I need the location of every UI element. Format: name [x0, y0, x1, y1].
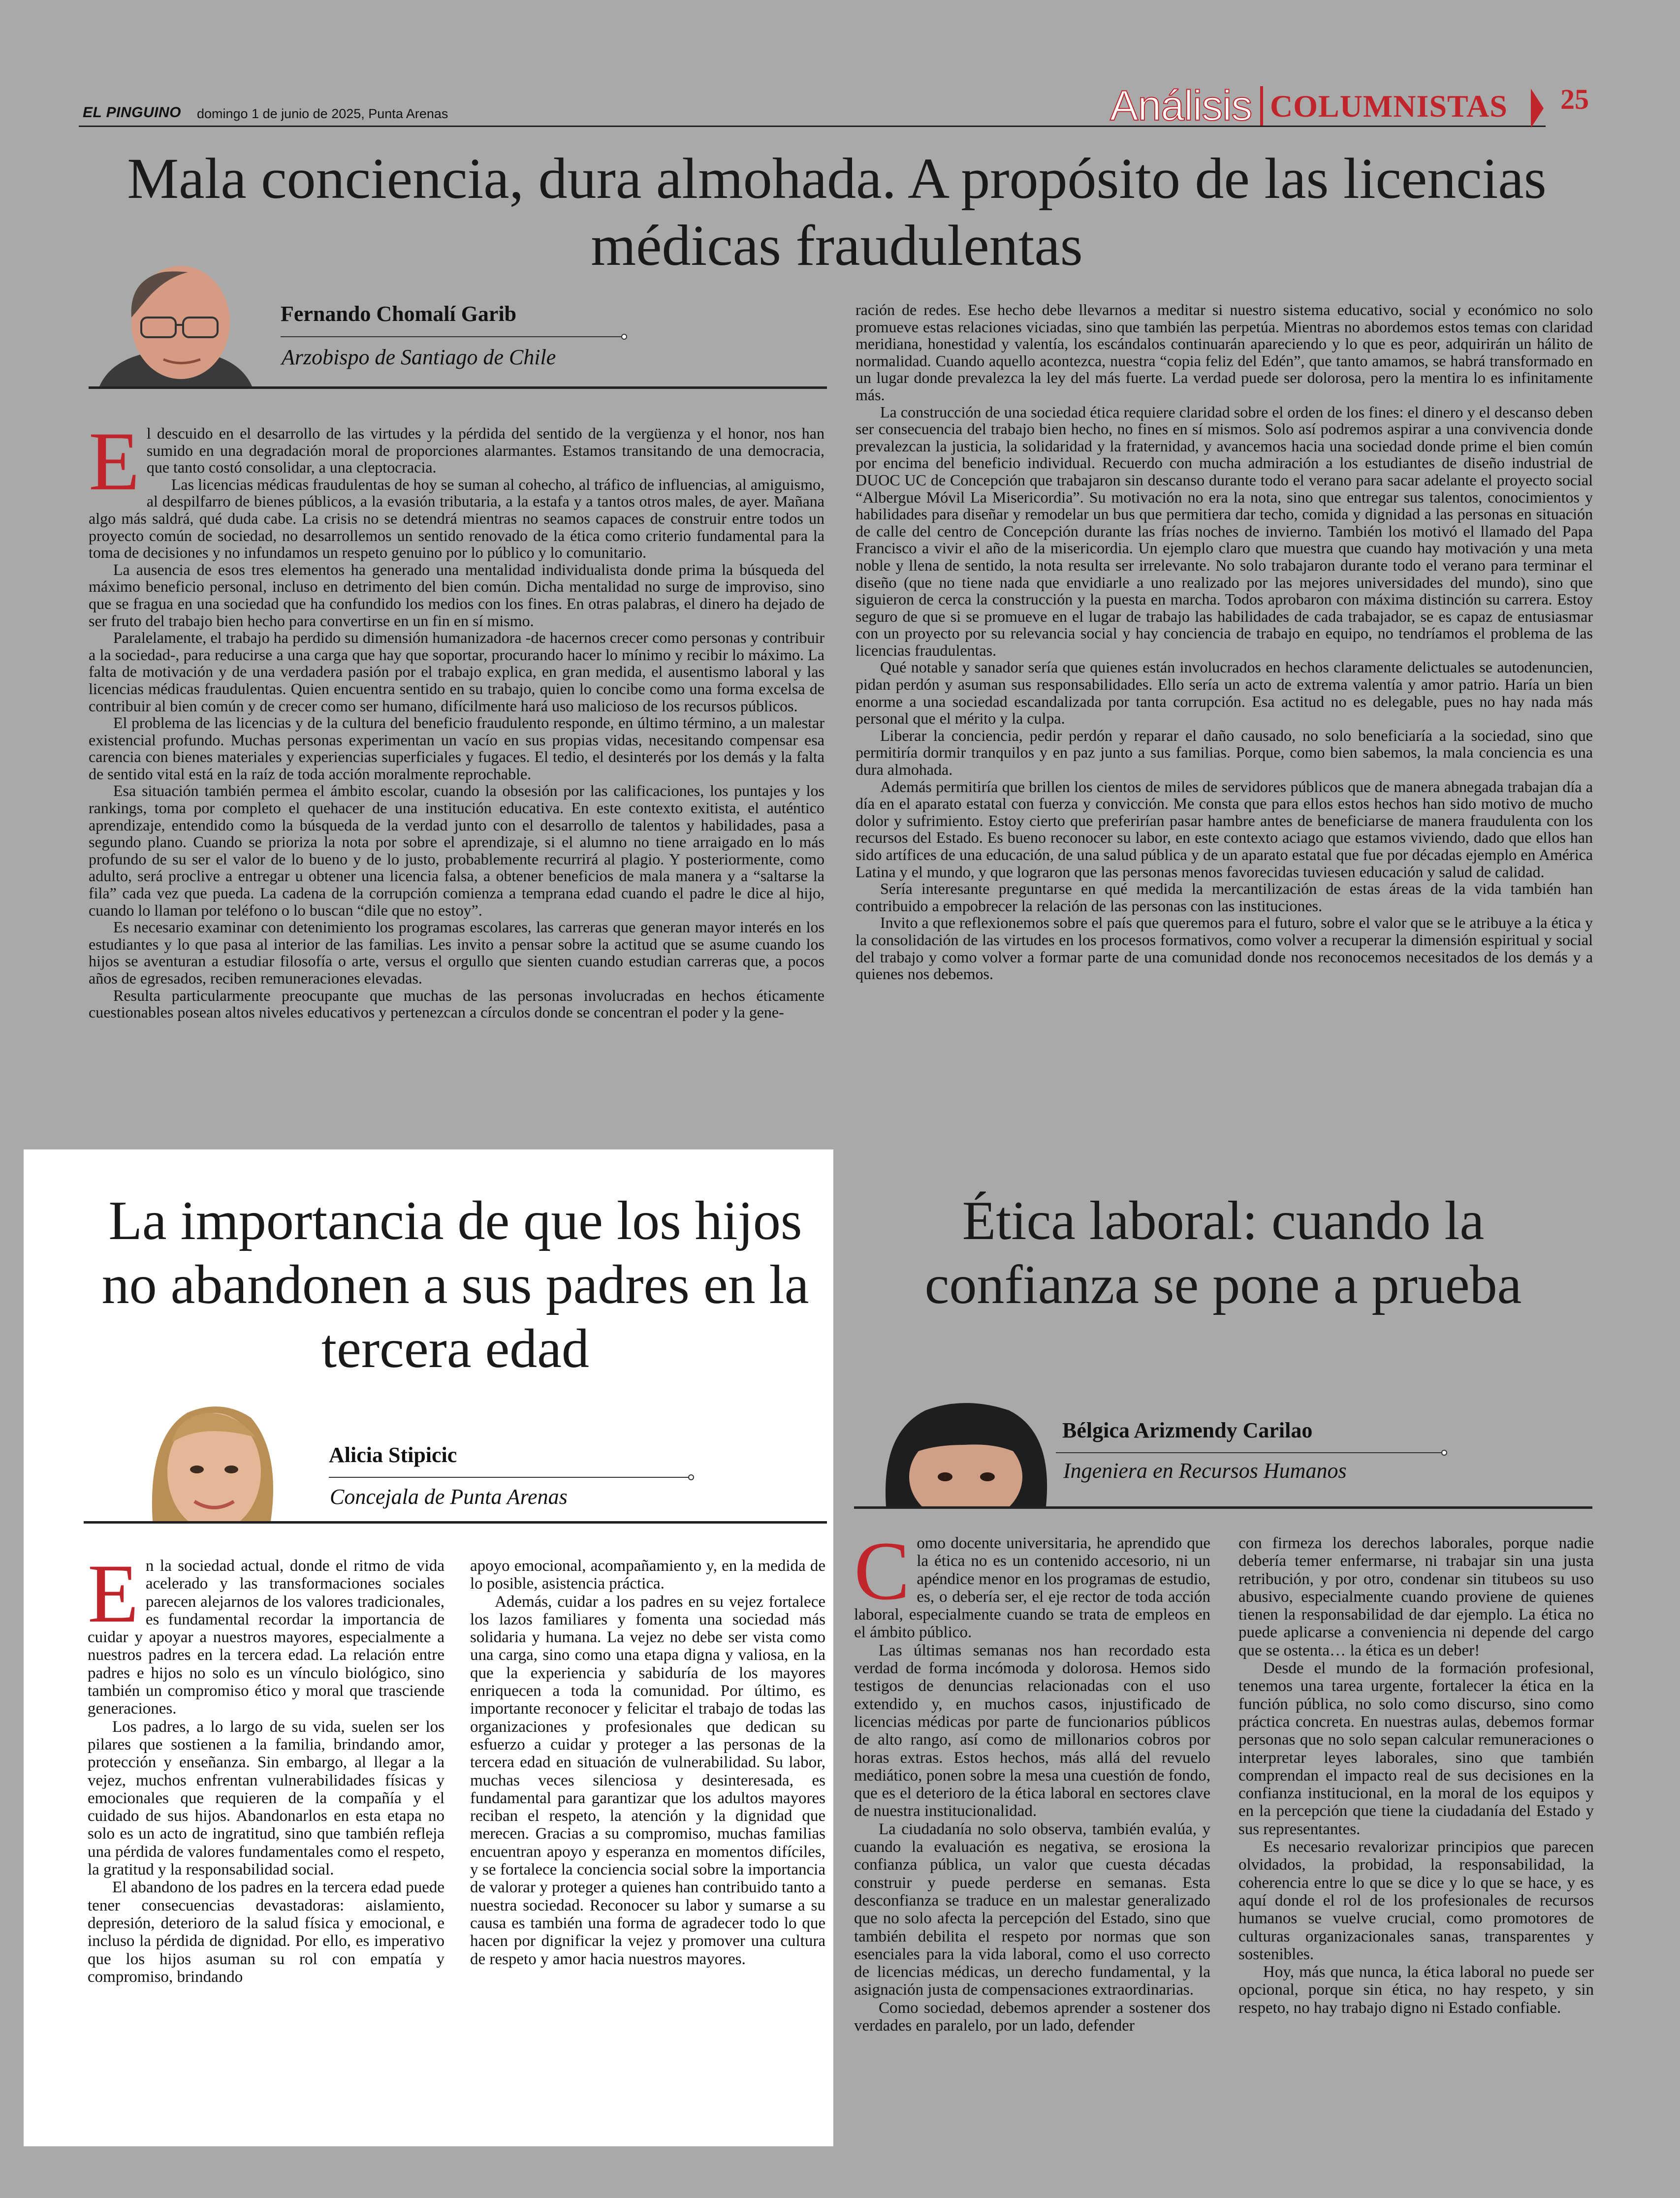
paragraph: ración de redes. Ese hecho debe llevarnos a meditar si nuestro sistema educativo, social y económico no solo promueve estas relaciones viciadas, sino que también las perpetúa. Mientras no abordemos estos temas con claridad meridiana, honestidad y valentía, los escándalos continuarán apareciendo y lo que es peor, adquirirán un hálito de normalidad. Cuando aquello acontezca, nuestra “copia feliz del Edén”, que tanto amamos, se habrá transformado en un lugar donde prevalezca la ley del más fuerte. La verdad puede ser dolorosa, pero la mentira lo es infinitamente más.: [856, 301, 1593, 404]
portrait-woman-icon: [123, 1398, 295, 1521]
paragraph: La ciudadanía no solo observa, también evalúa, y cuando la evaluación es negativa, se erosiona la confianza pública, un valor que cuesta décadas construir y puede perderse en semanas. Esta desconfianza se traduce en un malestar generalizado que no solo afecta la percepción del Estado, sino que también debilita el respeto por normas que son esenciales para la vida laboral, como el uso correcto de licencias médicas, un derecho fundamental, y la asignación justa de compensaciones extraordinarias.: [854, 1820, 1210, 1999]
article3-author-rule: [1056, 1452, 1445, 1453]
section-divider: [1260, 86, 1263, 126]
portrait-woman-dark-hair-icon: [871, 1398, 1061, 1506]
paragraph: En la sociedad actual, donde el ritmo de vida acelerado y las transformaciones sociales parecen alejarnos de los valores tradicionales, es fundamental recordar la importancia de cuidar y apoyar a nuestros mayores, especialmente a nuestros padres en la tercera edad. La relación entre padres e hijos no solo es un vínculo biológico, sino también un compromiso ético y moral que trasciende generaciones.: [88, 1547, 444, 1718]
article1-author-name: Fernando Chomalí Garib: [281, 302, 517, 326]
article2-author-rule: [329, 1477, 692, 1478]
article2-column-rule: [84, 1521, 827, 1524]
paragraph: con firmeza los derechos laborales, porque nadie debería temer enfermarse, ni trabajar sin una justa retribución, y por otro, condenar sin titubeos su uso abusivo, especialmente cuando proviene de quienes tienen la responsabilidad de dar ejemplo. La ética no puede aplicarse a conveniencia ni depende del cargo que se ostenta… la ética es un deber!: [1238, 1534, 1594, 1659]
article1-author-photo: [95, 263, 257, 386]
article3-author-photo: [871, 1398, 1061, 1506]
paragraph: El abandono de los padres en la tercera edad puede tener consecuencias devastadoras: aislamiento, depresión, deterioro de la salud física y emocional, e incluso la pérdida de dignidad. Por ello, es imperativo que los hijos asuman su rol con empatía y compromiso, brindando: [88, 1879, 444, 1986]
paragraph: La ausencia de esos tres elementos ha generado una mentalidad individualista donde prima la búsqueda del máximo beneficio personal, incluso en detrimento del bien común. Dicha mentalidad no surge de improviso, sino que se fragua en una sociedad que ha confundido los medios con los fines. En otras palabras, el dinero ha dejado de ser fruto del trabajo bien hecho para convertirse en un fin en sí mismo.: [89, 560, 824, 630]
rule-end-icon: [621, 334, 627, 340]
paragraph: Sería interesante preguntarse en qué medida la mercantilización de estas áreas de la vida también han contribuido a empobrecer la relación de las personas con las instituciones.: [856, 880, 1593, 915]
paragraph: El descuido en el desarrollo de las virtudes y la pérdida del sentido de la vergüenza y el honor, nos han sumido en una degradación moral de proporciones alarmantes. Estamos transitando de una democracia, que tanto costó consolidar, a una cleptocracia.: [89, 415, 824, 508]
paragraph: Como sociedad, debemos aprender a sostener dos verdades en paralelo, por un lado, defender: [854, 1999, 1210, 2035]
paragraph: Resulta particularmente preocupante que muchas de las personas involucradas en hechos éticamente cuestionables posean altos niveles educativos y pertenezcan a círculos donde se concentran el poder y la gene-: [89, 986, 824, 1021]
paragraph: La construcción de una sociedad ética requiere claridad sobre el orden de los fines: el dinero y el descanso deben ser consecuencia del trabajo bien hecho, no fines en sí mismos. Solo así podremos aspirar a una convivencia donde prevalezcan la justicia, la solidaridad y la fraternidad, y avancemos hacia una sociedad donde prime el bien común por encima del beneficio individual. Recuerdo con mucha admiración a los estudiantes de diseño industrial de DUOC UC de Concepción que trabajaron sin descanso durante todo el verano para sacar adelante el proyecto social “Albergue Móvil La Misericordia”. Su motivación no era la nota, sino que entregar sus talentos, conocimientos y habilidades para diseñar y remodelar un bus que permitiera dar techo, comida y dignidad a las personas en situación de calle del centro de Concepción durante las frías noches de invierno. También los motivó el llamado del Papa Francisco a vivir el año de la misericordia. Un ejemplo claro que muestra que cuando hay motivación y una meta noble y llena de sentido, la nota resulta ser irrelevante. No solo trabajaron durante todo el verano para terminar el diseño (que no tiene nada que envidiarle a uno realizado por las mejores universidades del mundo), sino que siguieron de cerca la construcción y la puesta en marcha. Todos aprobaron con máxima distinción su carrera. Estoy seguro de que si se promueve en el lugar de trabajo las habilidades de cada trabajador, se es capaz de entusiasmar con un proyecto por su relevancia social y hay conciencia de trabajo en equipo, no tendríamos el problema de las licencias fraudulentas.: [856, 403, 1593, 659]
paragraph: Invito a que reflexionemos sobre el país que queremos para el futuro, sobre el valor que se le atribuye a la ética y la consolidación de las virtudes en los procesos formativos, como volver a recuperar la dimensión espiritual y social del trabajo y como volver a formar parte de una comunidad donde nos reconocemos necesitados de los demás y a quienes nos debemos.: [856, 914, 1593, 983]
article2-column-left: [88, 1547, 444, 1986]
article1-column-rule: [89, 386, 827, 389]
rule-end-icon: [1441, 1450, 1447, 1456]
article3-column-right: [1238, 1534, 1594, 2017]
article3-headline: Ética laboral: cuando la confianza se pone a prueba: [924, 1190, 1522, 1315]
paragraph: El problema de las licencias y de la cultura del beneficio fraudulento responde, en último término, a un malestar existencial profundo. Muchas personas experimentan un vacío en sus propias vidas, necesitando compensar esa carencia con bienes materiales y experiencias superficiales y fugaces. El tedio, el desinterés por los demás y la falta de sentido vital está en la raíz de toda acción moralmente reprochable.: [89, 714, 824, 783]
article2-dropcap: E: [88, 1547, 139, 1640]
article3-dropcap: C: [854, 1525, 910, 1617]
paragraph: Desde el mundo de la formación profesional, tenemos una tarea urgente, fortalecer la ética en la función pública, no solo como discurso, sino como práctica concreta. En nuestras aulas, debemos formar personas que no solo sepan calcular remuneraciones o interpretar leyes laborales, sino que también comprendan el impacto real de sus decisiones en la confianza institucional, en la moral de los equipos y en la percepción que tiene la ciudadanía del Estado y sus representantes.: [1238, 1659, 1594, 1838]
article2-column-right: [470, 1557, 825, 1968]
issue-date: domingo 1 de junio de 2025, Punta Arenas: [197, 106, 448, 121]
newspaper-name: EL PINGUINO: [83, 104, 181, 121]
article1-column-left: [89, 415, 824, 1021]
paragraph: Es necesario examinar con detenimiento los programas escolares, las carreras que generan mayor interés en los estudiantes y lo que pasa al interior de las familias. Les invito a pensar sobre la actitud que se asume cuando los hijos se aventuran a estudiar filosofía o arte, versus el orgullo que sienten cuando estudian carreras que, a pocos años de egresados, reciben remuneraciones elevadas.: [89, 918, 824, 987]
section-arrow-icon: [1531, 89, 1544, 128]
section-columnistas: COLUMNISTAS: [1270, 89, 1508, 124]
rule-end-icon: [688, 1474, 694, 1480]
paragraph: Además, cuidar a los padres en su vejez fortalece los lazos familiares y fomenta una sociedad más solidaria y humana. La vejez no debe ser vista como una carga, sino como una etapa digna y valiosa, en la que la experiencia y sabiduría de los mayores enriquecen a toda la comunidad. Por último, es importante reconocer y felicitar el trabajo de todas las organizaciones y profesionales que dedican su esfuerzo a cuidar y proteger a las personas de la tercera edad en situación de vulnerabilidad. Su labor, muchas veces silenciosa y desinteresada, es fundamental para garantizar que los adultos mayores reciban el respeto, la atención y la dignidad que merecen. Gracias a su compromiso, muchas familias encuentran apoyo y esperanza en momentos difíciles, y se fortalece la conciencia social sobre la importancia de valorar y proteger a quienes han contribuido tanto a nuestra sociedad. Reconocer su labor y sumarse a su causa es también una forma de agradecer todo lo que hacen por dignificar la vejez y promover una cultura de respeto y amor hacia nuestros mayores.: [470, 1593, 825, 1968]
article2-author-photo: [123, 1398, 295, 1521]
article2-author-name: Alicia Stipicic: [329, 1443, 457, 1467]
paragraph: Qué notable y sanador sería que quienes están involucrados en hechos claramente delictuales se autodenuncien, pidan perdón y asuman sus responsabilidades. Ello sería un acto de extrema valentía y amor patrio. Haría un bien enorme a una sociedad escandalizada por tanta corrupción. Esa actitud no es delegable, pues no hay nada más personal que el mérito y la culpa.: [856, 658, 1593, 728]
portrait-man-icon: [95, 263, 257, 386]
paragraph: Es necesario revalorizar principios que parecen olvidados, la probidad, la responsabilidad, la coherencia entre lo que se dice y lo que se hace, y es aquí donde el rol de los profesionales de recursos humanos se vuelve crucial, como promotores de culturas organizacionales sanas, transparentes y sostenibles.: [1238, 1838, 1594, 1963]
paragraph: Las últimas semanas nos han recordado esta verdad de forma incómoda y dolorosa. Hemos sido testigos de denuncias relacionadas con el uso extendido y, en muchos casos, injustificado de licencias médicas por parte de funcionarios públicos de alto rango, así como de millonarios cobros por horas extras. Estos hechos, más allá del revuelo mediático, ponen sobre la mesa una cuestión de fondo, que es el deterioro de la ética laboral en sectores clave de nuestra institucionalidad.: [854, 1641, 1210, 1820]
article1-author-rule: [281, 336, 625, 337]
article3-column-rule: [854, 1506, 1592, 1509]
paragraph: Las licencias médicas fraudulentas de hoy se suman al cohecho, al tráfico de influencias, al amiguismo, al despilfarro de bienes públicos, a la evasión tributaria, a la estafa y a tantos otros males, de ayer. Mañana algo más saldrá, qué duda cabe. La crisis no se detendrá mientras no seamos capaces de construir entre todos un proyecto común de sociedad, no desarrollemos un sentido renovado de la ética como criterio fundamental para la toma de decisiones y no infundamos un respeto genuino por lo público y lo comunitario.: [89, 475, 824, 562]
article2-author-role: Concejala de Punta Arenas: [330, 1485, 568, 1509]
section-analisis: Análisis: [1110, 82, 1252, 129]
paragraph: Los padres, a lo largo de su vida, suelen ser los pilares que sostienen a la familia, brindando amor, protección y enseñanza. Sin embargo, al llegar a la vejez, muchos enfrentan vulnerabilidades físicas y emocionales que requieren de la compañía y el cuidado de sus hijos. Abandonarlos en esta etapa no solo es un acto de ingratitud, sino que también refleja una pérdida de valores fundamentales como el respeto, la gratitud y la responsabilidad social.: [88, 1718, 444, 1879]
paragraph: apoyo emocional, acompañamiento y, en la medida de lo posible, asistencia práctica.: [470, 1557, 825, 1593]
article3-author-role: Ingeniera en Recursos Humanos: [1063, 1459, 1347, 1483]
paragraph: Como docente universitaria, he aprendido que la ética no es un contenido accesorio, ni un apéndice menor en los programas de estudio, es, o debería ser, el eje rector de toda acción laboral, especialmente cuando se trata de empleos en el ámbito público.: [854, 1525, 1210, 1642]
article3-column-left: [854, 1525, 1210, 2035]
article3-author-name: Bélgica Arizmendy Carilao: [1062, 1418, 1313, 1442]
article1-headline: Mala conciencia, dura almohada. A propósito de las licencias médicas fraudulentas: [127, 146, 1547, 278]
page-number: 25: [1560, 83, 1589, 115]
article1-author-role: Arzobispo de Santiago de Chile: [282, 345, 556, 369]
paragraph: Liberar la conciencia, pedir perdón y reparar el daño causado, no solo beneficiaría a la sociedad, sino que permitiría dormir tranquilos y en paz junto a sus familias. Porque, como bien sabemos, la mala conciencia es una dura almohada.: [856, 726, 1593, 779]
article1-column-right: [856, 301, 1593, 983]
article2-headline: La importancia de que los hijos no abandonen a sus padres en la tercera edad: [101, 1190, 809, 1379]
paragraph: Esa situación también permea el ámbito escolar, cuando la obsesión por las calificaciones, los puntajes y los rankings, toma por completo el quehacer de una institución educativa. En este contexto exitista, el auténtico aprendizaje, entendido como la búsqueda de la verdad junto con el desarrollo de talentos y habilidades, pasa a segundo plano. Cuando se prioriza la nota por sobre el aprendizaje, si el alumno no tiene arraigado en lo más profundo de su ser el valor de lo bueno y de lo justo, probablemente recurrirá al plagio. Y posteriormente, como adulto, será proclive a entregar u obtener una licencia falsa, a obtener beneficios de mala manera y a “saltarse la fila” cada vez que pueda. La cadena de la corrupción comienza a temprana edad cuando el padre le dice al hijo, cuando lo llaman por teléfono o lo buscan “dile que no estoy”.: [89, 782, 824, 919]
paragraph: Paralelamente, el trabajo ha perdido su dimensión humanizadora -de hacernos crecer como personas y contribuir a la sociedad-, para reducirse a una carga que hay que soportar, procurando hacer lo mínimo y recibir lo máximo. La falta de motivación y de una verdadera pasión por el trabajo explica, en gran medida, el ausentismo laboral y las licencias médicas fraudulentas. Quien encuentra sentido en su trabajo, quien lo concibe como una forma excelsa de contribuir al bien común y de crecer como ser humano, difícilmente hará uso malicioso de los recursos públicos.: [89, 629, 824, 715]
article1-dropcap: E: [89, 415, 140, 508]
paragraph: Hoy, más que nunca, la ética laboral no puede ser opcional, porque sin ética, no hay respeto, y sin respeto, no hay trabajo digno ni Estado confiable.: [1238, 1963, 1594, 2017]
paragraph: Además permitiría que brillen los cientos de miles de servidores públicos que de manera abnegada trabajan día a día en el aparato estatal con fuerza y convicción. Me consta que para ellos estos hechos han sido motivo de mucho dolor y sufrimiento. Estoy cierto que preferirían pasar hambre antes de beneficiarse de manera fraudulenta con los recursos del Estado. Es bueno reconocer su labor, en este contexto aciago que estamos viviendo, dado que ellos han sido artífices de una educación, de una salud pública y de un aparato estatal que fue por décadas ejemplo en América Latina y el mundo, y que lograron que las personas menos favorecidas tuviesen educación y salud de calidad.: [856, 777, 1593, 881]
